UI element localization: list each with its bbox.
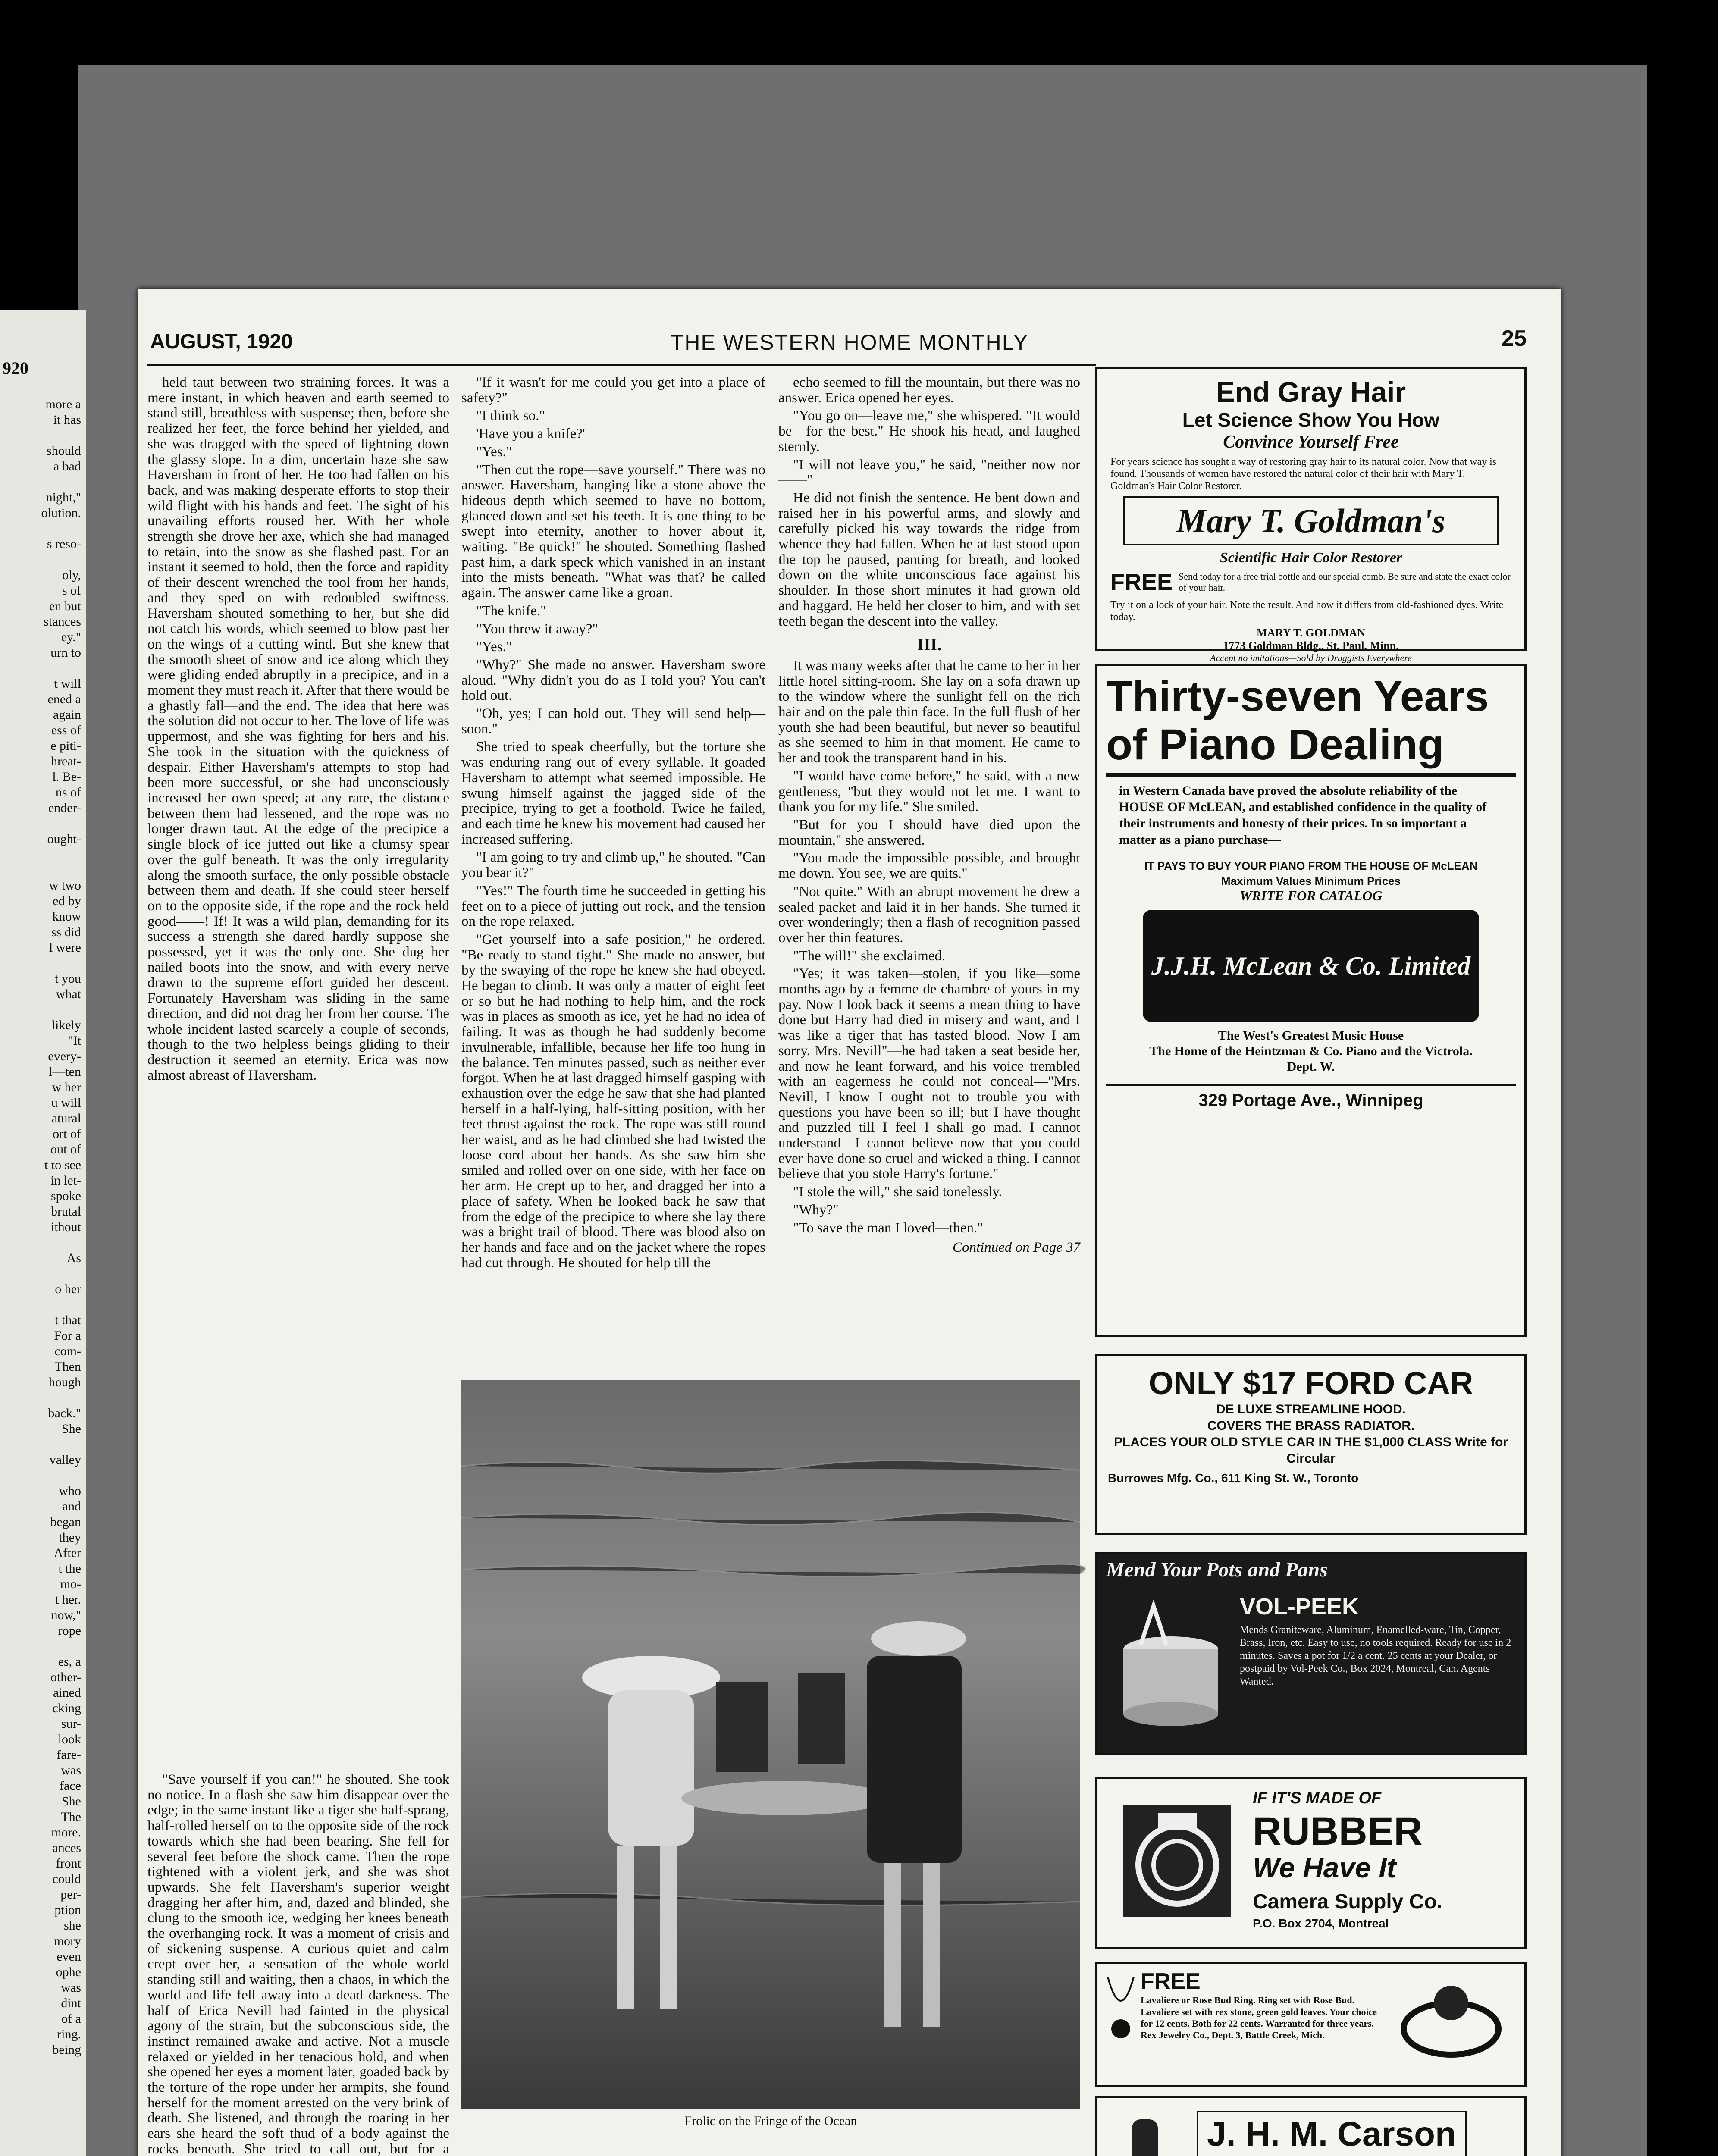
previous-page-line: being [52, 2043, 81, 2057]
previous-page-edge [0, 310, 86, 2156]
previous-page-line: valley [49, 1453, 81, 1467]
volpeek-text: Mends Graniteware, Aluminum, Enamelled-ware, Tin, Copper, Brass, Iron, etc. Easy to use, no tools required. Ready for use in 2 minutes. Saves a pot for 1/2 a cent. 25 cents at your Dealer, or postpaid by Vol-Peek Co., Box 2024, Montreal, Can. Agents Wanted. [1240, 1624, 1511, 1687]
story-paragraph: 'Have you a knife?' [476, 426, 585, 442]
story-paragraph: "You go on—leave me," she whispered. "It would be—for the best." He shook his head, and laughed sternly. [778, 408, 1080, 454]
goldman-free: FREE [1110, 569, 1173, 595]
previous-page-line [0, 1235, 81, 1250]
story-paragraph: "You made the impossible possible, and brought me down. You see, we are quits." [778, 850, 1080, 882]
lavaliere-ad [1095, 1962, 1527, 2087]
lavaliere-free: FREE [1141, 1969, 1201, 1994]
previous-page-line: After [53, 1546, 81, 1560]
ford-ad [1095, 1354, 1527, 1535]
previous-page-line: oly, [62, 568, 81, 582]
lavaliere-icon [1104, 1973, 1138, 2068]
previous-page-line: more. [51, 1825, 81, 1839]
ford-line-2: COVERS THE BRASS RADIATOR. [1207, 1419, 1415, 1433]
previous-page-line: ithout [50, 1220, 81, 1234]
previous-page-line: every- [48, 1049, 81, 1063]
rubber-headline: RUBBER [1253, 1809, 1423, 1853]
ford-line-1: DE LUXE STREAMLINE HOOD. [1216, 1402, 1406, 1416]
previous-page-line: front [56, 1856, 81, 1871]
story-paragraph: It was many weeks after that he came to her in her little hotel sitting-room. She lay on a sofa drawn up to the window where the sunlight fell on the rich hair and on the pale thin face. In the full flush of her youth she had been beautiful, but never so beautiful as she seemed to him in that moment. He came to her and took the transparent hand in his. [778, 658, 1080, 766]
previous-page-line: sur- [61, 1717, 81, 1731]
previous-page-line: s of [62, 583, 81, 598]
previous-page-line: mory [53, 1934, 81, 1948]
story-paragraph: "But for you I should have died upon the mountain," she answered. [778, 817, 1080, 848]
previous-page-line [0, 1297, 81, 1313]
previous-page-line: again [53, 708, 81, 722]
mclean-headline: Thirty-seven Years of Piano Dealing [1106, 672, 1489, 769]
previous-page-line: w her [52, 1080, 81, 1094]
previous-page-line: more a [45, 397, 81, 411]
story-paragraph: "Then cut the rope—save yourself." There was no answer. Haversham, hanging like a stone above the hideous depth which seemed to have no bottom, glanced down and set his teeth. It is one thing to be swept into eternity, another to hover about it, waiting. "Be quick!" he shouted. Something flashed past him, a dark speck which vanished in an instant into the mists beneath. "What was that? he called again. The answer came like a groan. [461, 462, 765, 601]
story-paragraph: She tried to speak cheerfully, but the torture she was enduring rang out of every syllable. It goaded Haversham to attempt what seemed impossible. He swung himself against the jagged side of the precipice, trying to get a foothold. Twice he failed, and each time he knew his movement had caused her increased suffering. [461, 739, 765, 847]
previous-page-line: l. Be- [52, 770, 81, 784]
previous-page-line: ort of [53, 1127, 81, 1141]
mclean-pays: IT PAYS TO BUY YOUR PIANO FROM THE HOUSE OF McLEAN [1144, 859, 1478, 872]
goldman-signature: Mary T. Goldman's [1123, 496, 1499, 545]
story-paragraph: "Get yourself into a safe position," he ordered. "Be ready to stand tight." She made no answer, but by the swaying of the rope he knew she had obeyed. He began to climb. It was only a matter of eight feet or so but he had nothing to help him, and the rock was in places as smooth as ice, yet he had no idea of failing. It was as though he had suddenly become invulnerable, infallible, because her life too hung in the balance. Ten minutes passed, such as neither ever forgot. When he at last dragged himself gasping with exhaustion over the edge he saw that she had planted herself in a half-lying, half-sitting position, with her feet thrust against the rock. The rope was still round her waist, and as he had climbed she had twisted the loose cord about her hands. As she saw him she smiled and rolled over on one side, with her face on her arm. He crept up to her, and dragged her into a place of safety. When he looked back he saw that from the edge of the precipice to where she lay there was a bright trail of blood. There was blood also on her hands and face and on the jacket where the ropes had cut through. He shouted for help till the [461, 931, 765, 1271]
previous-page-line: es, a [58, 1655, 81, 1669]
previous-page-line: should [46, 444, 81, 458]
magazine-page [138, 289, 1561, 2156]
previous-page-line: out of [50, 1142, 81, 1156]
previous-page-line [0, 956, 81, 971]
story-paragraph: "Why?" [793, 1202, 839, 1218]
story-paragraph: "To save the man I loved—then." [793, 1220, 983, 1236]
previous-page-text-fragments [0, 397, 86, 2058]
rubber-ad [1095, 1777, 1527, 1949]
mclean-rule [1106, 773, 1516, 777]
story-paragraph: held taut between two straining forces. It was a mere instant, in which heaven and earth seemed to stand still, breathless with suspense; then, before she realized her feet, the force behind her yielded, and she was dragged with the speed of lightning down the glassy slope. In a dim, uncertain haze she saw Haversham in front of her. He too had fallen on his back, and was making desperate efforts to stop their wild flight with his hands and feet. The sight of his unavailing efforts roused her. With her whole strength she drove her axe, which she had managed to retain, into the snow as she flashed past. For an instant it seemed to hold, then the force and rapidity of their descent wrenched the tool from her hands, and they sped on with redoubled swiftness. Haversham shouted something to her, but she did not catch his words, which seemed to blow past her on the wings of a cutting wind. But she knew that the smooth sheet of snow and ice along which they were gliding ended abruptly in a precipice, and in a moment they must reach it. After that there would be a ghastly fall—and the end. The idea that here was the solution did not occur to her. The love of life was uppermost, and she was fighting for hers and his. She took in the situation with the quickness of despair. Either Haversham's attempts to stop had been more successful, or she had unconsciously increased her own speed; at any rate, the distance between them had lessened, and the rope was no longer drawn taut. At the edge of the precipice a single block of ice jutted out like a clumsy spear over the gulf beneath. It was the only irregularity along the smooth surface, the only possible obstacle between them and death. If she could steer herself on to the opposite side, if the rope and the rock held good——! If! It was a wild plan, demanding for its success a strength she dared hardly suppose she possessed, yet it was the only one. She dug her nailed boots into the snow, and with every nerve drawn to the supreme effort guided her descent. Fortunately Haversham was sliding in the same direction, and did not drag her from her course. The whole incident lasted scarcely a couple of seconds, though to the two helpless beings gliding to their destruction it seemed an eternity. Erica was now almost abreast of Haversham. [147, 375, 449, 1083]
previous-page-line: know [52, 909, 81, 924]
rubber-company: Camera Supply Co. [1253, 1890, 1443, 1913]
previous-page-line: ns of [55, 785, 81, 799]
previous-page-line: ring. [57, 2027, 81, 2041]
mclean-write: WRITE FOR CATALOG [1239, 888, 1383, 903]
story-paragraph: "I am going to try and climb up," he shouted. "Can you bear it?" [461, 849, 765, 881]
previous-page-line: t that [55, 1313, 81, 1327]
page-header [138, 326, 1561, 356]
previous-page-line [0, 661, 81, 676]
story-column-3 [778, 375, 1080, 1354]
previous-page-line: s reso- [47, 537, 81, 551]
previous-page-line: brutal [51, 1204, 81, 1219]
previous-page-line [0, 1266, 81, 1282]
previous-page-line: could [52, 1872, 81, 1886]
previous-page-line: t you [55, 971, 81, 986]
story-column-1-continued [147, 1772, 449, 2156]
carson-ad [1095, 2096, 1527, 2156]
previous-page-line: ption [54, 1903, 81, 1917]
goldman-intro: For years science has sought a way of restoring gray hair to its natural color. Now that way is found. Thousands of women have restored the natural color of their hair with Mary T. Goldman's Hair Color Restorer. [1110, 456, 1497, 492]
previous-page-line: ender- [48, 801, 81, 815]
ford-headline: ONLY $17 FORD CAR [1148, 1365, 1473, 1401]
goldman-product: Scientific Hair Color Restorer [1220, 550, 1402, 566]
goldman-name: MARY T. GOLDMAN [1256, 627, 1366, 639]
story-paragraph: "Yes." [476, 444, 512, 460]
previous-page-line: t will [54, 677, 81, 691]
rubber-sub: We Have It [1253, 1852, 1396, 1883]
carson-name: J. H. M. Carson [1197, 2111, 1467, 2156]
continued-note: Continued on Page 37 [952, 1240, 1080, 1256]
previous-page-line: was [61, 1981, 81, 1995]
goldman-free-text: Send today for a free trial bottle and our special comb. Be sure and state the exact color of your hair. [1179, 571, 1511, 593]
mclean-ad [1095, 664, 1527, 1337]
previous-page-line: en but [49, 599, 81, 613]
previous-page-line: ained [53, 1686, 81, 1700]
issue-date: AUGUST, 1920 [150, 330, 293, 353]
mclean-logo: J.J.H. McLean & Co. Limited [1143, 910, 1479, 1022]
goldman-try-text: Try it on a lock of your hair. Note the result. And how it differs from old-fashioned dyes. Write today. [1110, 599, 1504, 623]
goldman-caution: Accept no imitations—Sold by Druggists Everywhere [1210, 652, 1412, 663]
previous-page-line: She [62, 1794, 81, 1808]
previous-page-line: she [64, 1918, 81, 1933]
photo-caption: Frolic on the Fringe of the Ocean [684, 2114, 857, 2128]
children-playing-photo [461, 1380, 1080, 2109]
previous-page-line: likely [51, 1018, 81, 1032]
previous-page-line: in let- [50, 1173, 81, 1188]
story-paragraph: "I would have come before," he said, with a new gentleness, "but they would not let me. I want to thank you for my life." She smiled. [778, 768, 1080, 815]
previous-page-line: and [62, 1499, 81, 1514]
previous-page-line [0, 862, 81, 878]
story-paragraph: "I think so." [476, 408, 545, 424]
previous-page-line: of a [61, 2012, 81, 2026]
previous-page-line: what [56, 987, 81, 1001]
artificial-leg-icon [1110, 2115, 1179, 2156]
story-column-2 [461, 375, 765, 1354]
mclean-dept: Dept. W. [1287, 1059, 1335, 1074]
story-paragraph: He did not finish the sentence. He bent down and raised her in his powerful arms, and slowly and carefully picked his way towards the ridge from whence they had fallen. When he at last stood upon the top he paused, panting for breath, and looked down on the white unconscious face against his shoulder. In those short minutes it had grown old and haggard. He held her closer to him, and with set teeth began the descent into the valley. [778, 490, 1080, 629]
previous-page-line: look [58, 1732, 81, 1746]
mclean-body: in Western Canada have proved the absolute reliability of the HOUSE OF McLEAN, and established confidence in the quality of their instruments and honesty of their prices. In so important a matter as a piano purchase— [1119, 783, 1487, 847]
previous-page-line: e piti- [50, 739, 81, 753]
previous-page-line [0, 816, 81, 831]
previous-page-line: hough [49, 1375, 81, 1389]
rubber-pre: IF IT'S MADE OF [1253, 1789, 1382, 1807]
previous-page-line: t the [58, 1561, 81, 1576]
previous-page-line: began [50, 1515, 81, 1529]
ford-line-3: PLACES YOUR OLD STYLE CAR IN THE $1,000 CLASS Write for Circular [1113, 1435, 1508, 1466]
pot-icon [1115, 1598, 1227, 1727]
previous-page-line: atural [51, 1111, 81, 1125]
previous-page-number: 920 [3, 358, 28, 378]
previous-page-line: Then [54, 1360, 81, 1374]
story-paragraph: "Save yourself if you can!" he shouted. She took no notice. In a flash she saw him disappear over the edge; in the same instant like a tiger she half-sprang, half-rolled herself on to the opposite side of the rock towards which she had been bearing. She fell for several feet before the shock came. Then the rope tightened with a violent jerk, and she was shot upwards. She felt Haversham's superior weight dragging her after him, and, dazed and blinded, she clung to the smooth ice, wedging her knees beneath the overhanging rock. It was a moment of crisis and of sickening suspense. A curious quiet and calm crept over her, a sensation of the whole world standing still and waiting, then a chaos, in which the world and life fell away into a dead darkness. The half of Erica Nevill had fainted in the physical agony of the strain, but the subconscious side, the instinct remained awake and active. Not a muscle relaxed or yielded in her tenacious hold, and when she opened her eyes a moment later, goaded back by the torture of the rope under her armpits, she found herself for the moment arrested on the very brink of death. She listened, and through the roaring in her ears she heard the soft thud of a body against the rocks beneath. She tried to call out, but for a [147, 1772, 449, 2156]
previous-page-line [0, 1639, 81, 1654]
previous-page-line: mo- [60, 1577, 81, 1591]
previous-page-line: even [56, 1949, 81, 1964]
magazine-title: THE WESTERN HOME MONTHLY [670, 330, 1029, 354]
previous-page-line: per- [60, 1887, 81, 1902]
section-mark: III. [917, 635, 942, 655]
previous-page-line: night," [46, 490, 81, 505]
mclean-tagline-1: The West's Greatest Music House [1218, 1028, 1404, 1043]
previous-page-line [0, 1468, 81, 1483]
previous-page-line: back." [48, 1406, 81, 1420]
beach-photo [461, 1380, 1080, 2109]
lavaliere-text: Lavaliere or Rose Bud Ring. Ring set with Rose Bud. Lavaliere set with rex stone, green gold leaves. Your choice for 12 cents. Both for 22 cents. Warranted for three years. Rex Jewelry Co., Dept. 3, Battle Creek, Mich. [1141, 1995, 1377, 2040]
previous-page-line [0, 1437, 81, 1452]
previous-page-line: w two [49, 878, 81, 893]
previous-page-line [0, 552, 81, 567]
volpeek-headline: Mend Your Pots and Pans [1106, 1558, 1328, 1581]
previous-page-line: ess of [51, 723, 81, 737]
story-paragraph: "The will!" she exclaimed. [793, 948, 946, 964]
previous-page-line: ss did [51, 925, 81, 939]
previous-page-line: com- [54, 1344, 81, 1358]
header-rule [147, 364, 1096, 366]
previous-page-line: u will [51, 1096, 81, 1110]
story-paragraph: "Yes; it was taken—stolen, if you like—some months ago by a femme de chambre of yours in my pay. Now I look back it seems a mean thing to have done but Harry had died in misery and want, and I was like a tiger that has tasted blood. Now I am sorry. Mrs. Nevill"—he had taken a seat beside her, and now he leant forward, and his voice trembled with an eagerness he could not conceal—"Mrs. Nevill, I know I ought not to trouble you with questions you have been so ill; but I have thought and puzzled till I feel I shall go mad. I cannot understand—I cannot believe now that you could ever have done so cruel and wicked a thing. I cannot believe that you stole Harry's fortune." [778, 966, 1080, 1182]
story-paragraph: "Oh, yes; I can hold out. They will send help—soon." [461, 706, 765, 737]
rubber-box: P.O. Box 2704, Montreal [1253, 1917, 1389, 1930]
previous-page-line: dint [61, 1996, 81, 2010]
goldman-headline: End Gray Hair [1216, 376, 1406, 408]
previous-page-line [0, 1390, 81, 1406]
story-paragraph: "Not quite." With an abrupt movement he drew a sealed packet and laid it in her hands. She turned it over wonderingly; then a flash of recognition passed over her thin features. [778, 884, 1080, 946]
previous-page-line [0, 428, 81, 443]
story-paragraph: "Why?" She made no answer. Haversham swore aloud. "Why didn't you do as I told you? You can't hold out. [461, 657, 765, 704]
story-column-1 [147, 375, 449, 1764]
previous-page-line: t to see [44, 1158, 81, 1172]
previous-page-line: they [59, 1530, 81, 1545]
previous-page-line: rope [58, 1623, 81, 1638]
story-paragraph: "Yes." [476, 639, 512, 655]
previous-page-line: She [62, 1422, 81, 1436]
rubber-hose-icon [1115, 1796, 1240, 1925]
goldman-subhead: Let Science Show You How [1182, 409, 1440, 431]
previous-page-line: o her [55, 1282, 81, 1296]
ring-icon [1391, 1977, 1511, 2063]
previous-page-line: urn to [50, 646, 81, 660]
story-paragraph: "The knife." [476, 603, 546, 619]
story-paragraph: echo seemed to fill the mountain, but there was no answer. Erica opened her eyes. [778, 375, 1080, 406]
story-paragraph: "I stole the will," she said tonelessly. [793, 1184, 1002, 1200]
previous-page-line: ed by [53, 894, 81, 908]
story-paragraph: "If it wasn't for me could you get into a place of safety?" [461, 375, 765, 406]
previous-page-line: stances [44, 614, 81, 629]
previous-page-line: ened a [47, 692, 81, 706]
goldman-ad [1095, 367, 1527, 663]
previous-page-line: a bad [53, 459, 81, 473]
previous-page-line: l—ten [49, 1065, 81, 1079]
previous-page-line: hreat- [51, 754, 81, 768]
volpeek-ad [1095, 1552, 1527, 1755]
previous-page-line [0, 1002, 81, 1018]
mclean-values: Maximum Values Minimum Prices [1221, 874, 1401, 887]
previous-page-line: face [60, 1779, 81, 1793]
previous-page-line: ought- [47, 832, 81, 846]
previous-page-line: was [61, 1763, 81, 1777]
previous-page-line: it has [53, 413, 81, 427]
previous-page-line: ophe [56, 1965, 81, 1979]
previous-page-line: who [59, 1484, 81, 1498]
ford-company: Burrowes Mfg. Co., 611 King St. W., Toronto [1108, 1471, 1359, 1485]
goldman-address: 1773 Goldman Bldg., St. Paul, Minn. [1223, 639, 1399, 652]
previous-page-line [0, 847, 81, 862]
previous-page-line: As [66, 1251, 81, 1265]
story-paragraph: "You threw it away?" [476, 621, 598, 637]
previous-page-line: ances [52, 1841, 81, 1855]
previous-page-line: now," [51, 1608, 81, 1622]
previous-page-line [0, 474, 81, 490]
previous-page-line: fare- [56, 1748, 81, 1762]
goldman-tagline: Convince Yourself Free [1223, 432, 1399, 452]
mclean-address: 329 Portage Ave., Winnipeg [1106, 1084, 1516, 1110]
previous-page-line: t her. [55, 1592, 81, 1607]
previous-page-line: olution. [41, 506, 81, 520]
previous-page-line: ey." [61, 630, 81, 644]
previous-page-line: l were [49, 940, 81, 955]
volpeek-name: VOL-PEEK [1240, 1594, 1359, 1620]
previous-page-line: cking [52, 1701, 81, 1715]
previous-page-line: spoke [51, 1189, 81, 1203]
story-paragraph: "Yes!" The fourth time he succeeded in getting his feet on to a piece of jutting out rock, and the tension on the rope relaxed. [461, 883, 765, 930]
story-paragraph: "I will not leave you," he said, "neither now nor——" [778, 457, 1080, 488]
previous-page-line: "It [68, 1034, 81, 1048]
previous-page-line: For a [54, 1329, 81, 1343]
previous-page-line: other- [50, 1670, 81, 1684]
page-number: 25 [1502, 326, 1527, 351]
previous-page-line [0, 521, 81, 536]
previous-page-line: The [61, 1810, 81, 1824]
mclean-tagline-2: The Home of the Heintzman & Co. Piano and the Victrola. [1149, 1044, 1473, 1058]
